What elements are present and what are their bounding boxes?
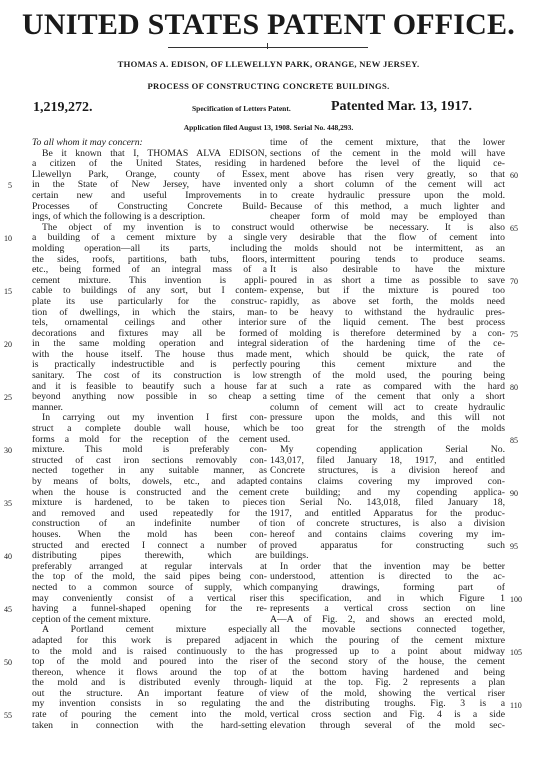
right-text-column bbox=[270, 138, 505, 731]
text-line: elevation through several of the mold sec- bbox=[270, 719, 505, 731]
text-line: It is also desirable to have the mixture bbox=[270, 264, 505, 276]
text-line: would otherwise be necessary. It is also bbox=[270, 221, 505, 233]
text-line: My copending application Serial No. bbox=[280, 444, 505, 456]
text-line: taken in connection with the hard-setting bbox=[32, 719, 267, 731]
text-line: certain new and useful Improvements in bbox=[32, 189, 267, 201]
title-rule-tick bbox=[267, 43, 268, 49]
text-line: of molding is therefore determined by a con- bbox=[270, 327, 505, 339]
text-line: in the same molding operation and integral bbox=[32, 338, 267, 350]
patented-date: Patented Mar. 13, 1917. bbox=[331, 99, 473, 114]
line-number: 45 bbox=[4, 605, 12, 615]
text-line: in the State of New Jersey, have invented bbox=[32, 179, 267, 191]
text-line: etc., being formed of an integral mass of a bbox=[32, 264, 267, 276]
line-number: 20 bbox=[4, 340, 12, 350]
text-line: strength of the mold used, the pouring being bbox=[270, 370, 505, 382]
spec-label: Specification of Letters Patent. bbox=[192, 104, 291, 113]
text-line: may conveniently consist of a vertical riser bbox=[32, 592, 267, 604]
text-line: liquid at the top. Fig. 2 represents a plan bbox=[270, 677, 505, 689]
text-line: has progressed up to a point about midway bbox=[270, 645, 505, 657]
text-line: tels, ornamental ceilings and other interior bbox=[32, 317, 267, 329]
text-line: pressure upon the molds, and this will not bbox=[270, 412, 505, 424]
text-line: when the house is constructed and the cement bbox=[32, 486, 267, 498]
text-line: sections of the cement in the mold will have bbox=[270, 147, 505, 159]
text-line: to be heavy to withstand the hydraulic pres- bbox=[270, 306, 505, 318]
line-number: 5 bbox=[8, 181, 12, 191]
text-line: of the second story of the house, the cement bbox=[270, 656, 505, 668]
text-line: companying drawings, forming part of bbox=[270, 581, 505, 593]
text-line: cheaper form of mold may be employed than bbox=[270, 211, 505, 223]
text-line: tion of dwellings, in which the stairs, man- bbox=[32, 306, 267, 318]
text-line: To all whom it may concern: bbox=[32, 137, 143, 148]
text-line: nected together in any suitable manner, as bbox=[32, 465, 267, 477]
line-number: 35 bbox=[4, 499, 12, 509]
text-line: beyond anything now possible in so cheap a bbox=[32, 391, 267, 403]
text-line: rate of pouring the cement into the mold, bbox=[32, 709, 267, 721]
text-line: to the mold and is raised continuously to the bbox=[32, 645, 267, 657]
text-line: proved apparatus for constructing such bbox=[270, 539, 505, 551]
text-line: having a funnel-shaped opening for the re- bbox=[32, 603, 267, 615]
text-line: nected to a common source of supply, which bbox=[32, 581, 267, 593]
line-number: 50 bbox=[4, 658, 12, 668]
text-line: hereof and contains claims covering my im- bbox=[270, 528, 505, 540]
line-number: 60 bbox=[510, 170, 518, 180]
text-line: and the distributing troughs. Fig. 3 is a bbox=[270, 698, 505, 710]
text-line: plate its use particularly for the construc- bbox=[32, 295, 267, 307]
text-line: very desirable that the flow of cement into bbox=[270, 232, 505, 244]
text-line: struct a complete double wall house, which bbox=[32, 423, 267, 435]
text-line: houses. When the mold has been con- bbox=[32, 528, 267, 540]
line-number: 15 bbox=[4, 287, 12, 297]
text-line: contains claims covering my improved con- bbox=[270, 476, 505, 487]
text-line: and removed and used repeatedly for the bbox=[32, 507, 267, 519]
text-line: Processes of Constructing Concrete Build- bbox=[32, 200, 267, 212]
text-line: setting time of the cement that only a short bbox=[270, 391, 505, 403]
text-line: poured in as short a time as possible to save bbox=[270, 274, 505, 286]
text-line: and it is feasible to beautify such a house far bbox=[32, 380, 267, 392]
text-line: preferably arranged at regular intervals at bbox=[32, 560, 267, 572]
text-line: is practically indestructible and is perfectly bbox=[32, 359, 267, 371]
text-line: to create hydraulic pressure upon the mold. bbox=[270, 189, 505, 201]
text-line: crete building; and my copending applica- bbox=[270, 486, 505, 498]
line-number: 85 bbox=[510, 435, 518, 445]
line-number: 40 bbox=[4, 552, 12, 562]
text-line: 1917, and entitled Apparatus for the produc- bbox=[270, 507, 505, 519]
text-line: cable to buildings of any sort, but I contem- bbox=[32, 285, 267, 297]
text-line: Concrete structures, is a division hereof and bbox=[270, 465, 505, 477]
text-line: structed of cast iron sections removably con- bbox=[32, 454, 267, 466]
text-line: time of the cement mixture, that the lower bbox=[270, 137, 505, 148]
text-line: all the movable sections connected together, bbox=[270, 624, 505, 636]
text-line: understood, attention is directed to the ac- bbox=[270, 571, 505, 583]
text-line: Llewellyn Park, Orange, county of Essex, bbox=[32, 168, 267, 180]
line-number: 95 bbox=[510, 541, 518, 551]
inventor-line: THOMAS A. EDISON, OF LLEWELLYN PARK, ORANGE, NEW JERSEY. bbox=[117, 59, 420, 69]
text-line: pouring this cement mixture and the bbox=[270, 359, 505, 371]
text-line: with the house itself. The house thus made bbox=[32, 348, 267, 360]
text-line: the sides, roofs, partitions, bath tubs, floors, bbox=[32, 253, 267, 265]
text-line: intermittent pouring tends to produce seams. bbox=[270, 253, 505, 265]
text-line: this specification, and in which Figure 1 bbox=[270, 592, 505, 604]
text-line: tion of concrete structures, is also a division bbox=[270, 518, 505, 530]
text-line: column of cement will act to create hydraulic bbox=[270, 401, 505, 413]
text-line: ception of the cement mixture. bbox=[32, 613, 151, 625]
application-filed: Application filed August 13, 1908. Serial No. 448,293. bbox=[183, 123, 354, 132]
line-number: 75 bbox=[510, 329, 518, 339]
text-line: ment, which should be quick, the rate of bbox=[270, 348, 505, 360]
text-line: Be it known that I, THOMAS ALVA EDISON, bbox=[42, 147, 267, 159]
text-line: out the structure. An important feature of bbox=[32, 687, 267, 699]
text-line: in which the pouring of the cement mixture bbox=[270, 634, 505, 646]
line-number: 25 bbox=[4, 393, 12, 403]
patent-number: 1,219,272. bbox=[33, 100, 93, 115]
subject-line: PROCESS OF CONSTRUCTING CONCRETE BUILDINGS. bbox=[147, 81, 390, 91]
text-line: the mold and is distributed evenly through- bbox=[32, 677, 267, 689]
text-line: structed and erected I connect a number of bbox=[32, 539, 267, 551]
text-line: view of the mold, showing the vertical riser bbox=[270, 687, 505, 699]
line-number: 100 bbox=[510, 594, 522, 604]
text-line: A—A of Fig. 2, and shows an erected mold, bbox=[270, 613, 505, 625]
text-line: my invention consists in so regulating the bbox=[32, 698, 267, 710]
text-line: be too great for the strength of the molds bbox=[270, 423, 505, 435]
text-line: top of the mold and poured into the riser bbox=[32, 656, 267, 668]
text-line: Because of this method, a much lighter and bbox=[270, 200, 505, 212]
text-line: rapidly, as above set forth, the molds need bbox=[270, 295, 505, 307]
text-line: 143,017, filed January 18, 1917, and entitled bbox=[270, 454, 505, 466]
text-line: the molds should not be intermittent, as an bbox=[270, 242, 505, 254]
text-line: A Portland cement mixture especially bbox=[42, 624, 267, 636]
text-line: sanitary. The cost of its construction is low bbox=[32, 370, 267, 382]
line-number: 30 bbox=[4, 446, 12, 456]
text-line: sure of the liquid cement. The best process bbox=[270, 317, 505, 329]
text-line: sideration of the hardening time of the ce- bbox=[270, 338, 505, 350]
text-line: forms a mold for the reception of the cement bbox=[32, 433, 267, 445]
text-line: decorations and fixtures may all be formed bbox=[32, 327, 267, 339]
text-line: construction of an indefinite number of bbox=[32, 518, 267, 530]
line-number: 90 bbox=[510, 488, 518, 498]
text-line: only a short column of the cement will act bbox=[270, 179, 505, 191]
line-number: 65 bbox=[510, 223, 518, 233]
text-line: the top of the mold, the said pipes being con- bbox=[32, 571, 267, 583]
text-line: mixture is hardened, to be taken to pieces bbox=[32, 497, 267, 509]
text-line: at the bottom having hardened and being bbox=[270, 666, 505, 678]
text-line: In order that the invention may be better bbox=[280, 560, 505, 572]
text-line: hardened before the level of the liquid ce- bbox=[270, 158, 505, 170]
text-line: cement mixture. This invention is appli- bbox=[32, 274, 267, 286]
line-number: 80 bbox=[510, 382, 518, 392]
text-line: molding operation—all its parts, including bbox=[32, 242, 267, 254]
line-number: 110 bbox=[510, 700, 522, 710]
text-line: mixture. This mold is preferably con- bbox=[32, 444, 267, 456]
text-line: used. bbox=[270, 433, 291, 445]
text-line: at such a rate as compared with the hard bbox=[270, 380, 505, 392]
line-number: 55 bbox=[4, 711, 12, 721]
title-rule bbox=[168, 47, 368, 48]
text-line: expense, but if the mixture is poured too bbox=[270, 285, 505, 297]
text-line: thereon, whence it flows around the top of bbox=[32, 666, 267, 678]
text-line: ment above has risen very greatly, so that bbox=[270, 168, 505, 180]
text-line: represents a vertical cross section on line bbox=[270, 603, 505, 615]
text-line: a citizen of the United States, residing in bbox=[32, 158, 267, 170]
text-line: by means of bolts, dowels, etc., and adapted bbox=[32, 476, 267, 487]
text-line: a building of a cement mixture by a single bbox=[32, 232, 267, 244]
left-text-column bbox=[32, 138, 267, 731]
line-number: 10 bbox=[4, 234, 12, 244]
text-line: distributing pipes therewith, which are bbox=[32, 550, 267, 562]
line-number: 70 bbox=[510, 276, 518, 286]
text-line: adapted for this work is prepared adjacent bbox=[32, 634, 267, 646]
text-line: vertical cross section and Fig. 4 is a side bbox=[270, 709, 505, 721]
text-line: tion Serial No. 143,018, filed January 18, bbox=[270, 497, 505, 509]
office-title: UNITED STATES PATENT OFFICE. bbox=[22, 8, 515, 41]
text-line: The object of my invention is to construct bbox=[42, 221, 267, 233]
text-line: manner. bbox=[32, 401, 63, 413]
text-line: buildings. bbox=[270, 550, 309, 562]
line-number: 105 bbox=[510, 647, 522, 657]
text-line: ings, of which the following is a description. bbox=[32, 211, 206, 223]
text-line: In carrying out my invention I first con- bbox=[42, 412, 267, 424]
